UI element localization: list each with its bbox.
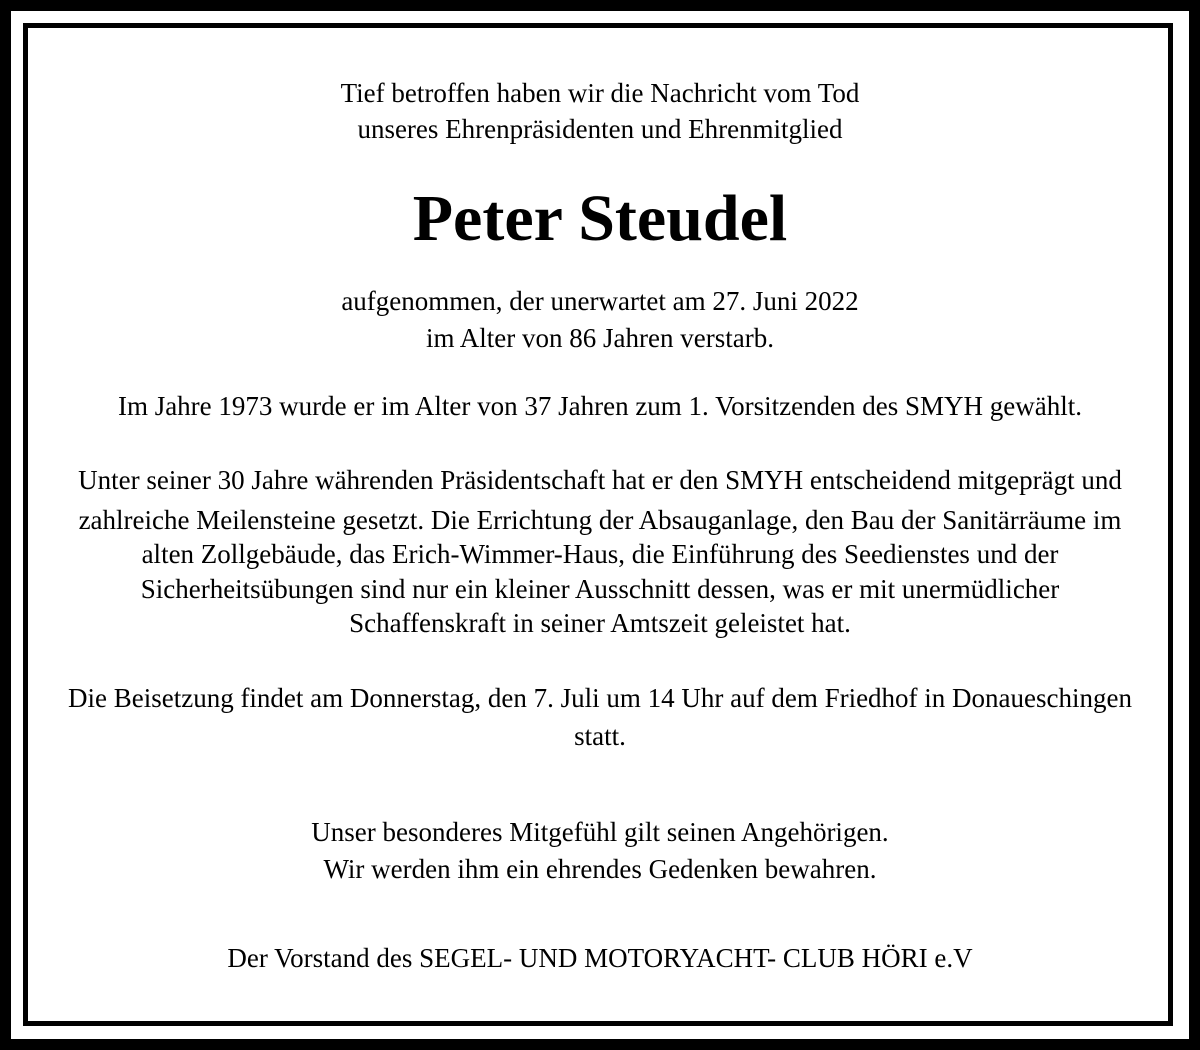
tenure-line: Schaffenskraft in seiner Amtszeit geleistet hat.: [349, 608, 851, 638]
intro-line-1: Tief betroffen haben wir die Nachricht vom Tod: [340, 78, 860, 108]
funeral-line-2: statt.: [574, 721, 626, 751]
tenure-line: zahlreiche Meilensteine gesetzt. Die Errichtung der Absauganlage, den Bau der Sanitärräume im: [78, 505, 1122, 535]
death-line-1: aufgenommen, der unerwartet am 27. Juni 2022: [341, 286, 859, 316]
tenure-line: Unter seiner 30 Jahre währenden Präsidentschaft hat er den SMYH entscheidend mitgeprägt und: [78, 465, 1122, 495]
tenure-line: Sicherheitsübungen sind nur ein kleiner Ausschnitt dessen, was er mit unermüdlicher: [140, 574, 1060, 604]
deceased-name: Peter Steudel: [412, 182, 788, 255]
intro-line-2: unseres Ehrenpräsidenten und Ehrenmitglied: [357, 114, 843, 144]
election-line: Im Jahre 1973 wurde er im Alter von 37 Jahren zum 1. Vorsitzenden des SMYH gewählt.: [117, 391, 1083, 421]
condolence-line-2: Wir werden ihm ein ehrendes Gedenken bewahren.: [323, 854, 877, 884]
condolence-line-1: Unser besonderes Mitgefühl gilt seinen Angehörigen.: [311, 817, 889, 847]
tenure-line: alten Zollgebäude, das Erich-Wimmer-Haus, die Einführung des Seedienstes und der: [141, 539, 1059, 569]
funeral-line-1: Die Beisetzung findet am Donnerstag, den 7. Juli um 14 Uhr auf dem Friedhof in Donaueschingen: [67, 683, 1132, 713]
signature-line: Der Vorstand des SEGEL- UND MOTORYACHT- CLUB HÖRI e.V: [227, 943, 973, 973]
death-line-2: im Alter von 86 Jahren verstarb.: [426, 323, 774, 353]
